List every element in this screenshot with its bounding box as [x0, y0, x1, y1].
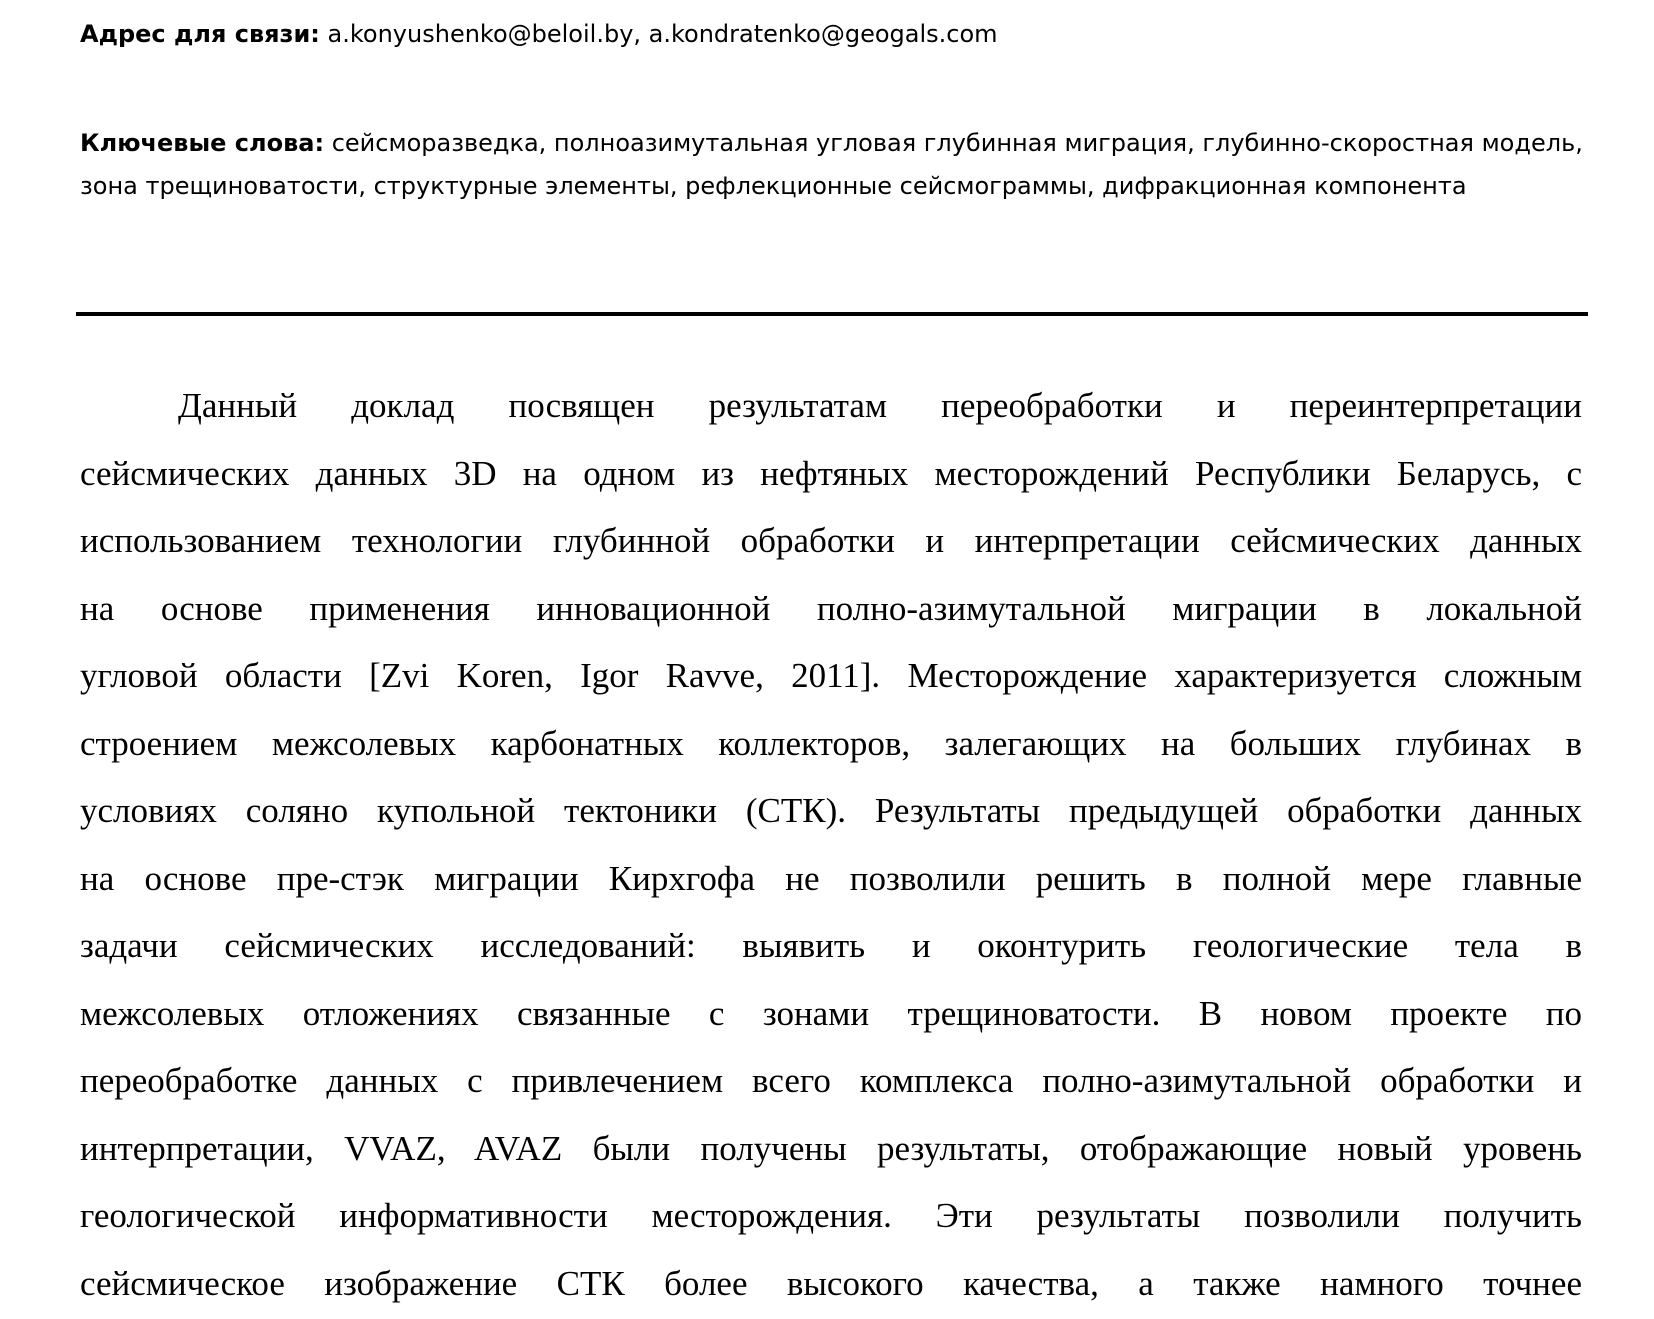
- abstract-line: использованием технологии глубинной обработки и интерпретации сейсмических данных: [80, 521, 1582, 560]
- abstract-line: сейсмических данных 3D на одном из нефтяных месторождений Республики Беларусь, с: [80, 453, 1582, 493]
- abstract-paragraph: [80, 372, 1582, 1317]
- abstract-line: переобработке данных с привлечением всего комплекса полно-азимутальной обработки и: [80, 1061, 1582, 1100]
- abstract-line: геологической информативности месторождения. Эти результаты позволили получить: [80, 1196, 1582, 1235]
- abstract-line: строением межсолевых карбонатных коллекторов, залегающих на больших глубинах в: [80, 723, 1582, 763]
- abstract-line: на основе пре-стэк миграции Кирхгофа не позволили решить в полной мере главные: [80, 858, 1582, 898]
- abstract-line: условиях соляно купольной тектоники (СТК). Результаты предыдущей обработки данных: [80, 791, 1582, 830]
- keywords-list: сейсморазведка, полноазимутальная угловая глубинная миграция, глубинно-скоростная модель, зона трещиноватости, структурные элементы, рефлекционные сейсмограммы, дифракционная компонента: [80, 129, 1583, 200]
- contact-emails: a.konyushenko@beloil.by, a.kondratenko@geogals.com: [319, 20, 998, 48]
- section-divider: [76, 312, 1588, 316]
- abstract-line: сейсмическое изображение СТК более высокого качества, а также намного точнее: [80, 1263, 1582, 1303]
- abstract-line: на основе применения инновационной полно-азимутальной миграции в локальной: [80, 588, 1582, 628]
- abstract-line: задачи сейсмических исследований: выявить и оконтурить геологические тела в: [80, 926, 1582, 965]
- abstract-line: межсолевых отложениях связанные с зонами трещиноватости. В новом проекте по: [80, 993, 1582, 1033]
- keywords-block: [80, 122, 1600, 208]
- contact-label: Адрес для связи:: [80, 20, 320, 48]
- abstract-line: угловой области [Zvi Koren, Igor Ravve, 2011]. Месторождение характеризуется сложным: [80, 656, 1582, 695]
- keywords-label: Ключевые слова:: [80, 129, 325, 157]
- abstract-line: интерпретации, VVAZ, AVAZ были получены результаты, отображающие новый уровень: [80, 1128, 1582, 1168]
- abstract-line: Данный доклад посвящен результатам переобработки и переинтерпретации: [178, 386, 1582, 425]
- contact-address: [80, 14, 1580, 54]
